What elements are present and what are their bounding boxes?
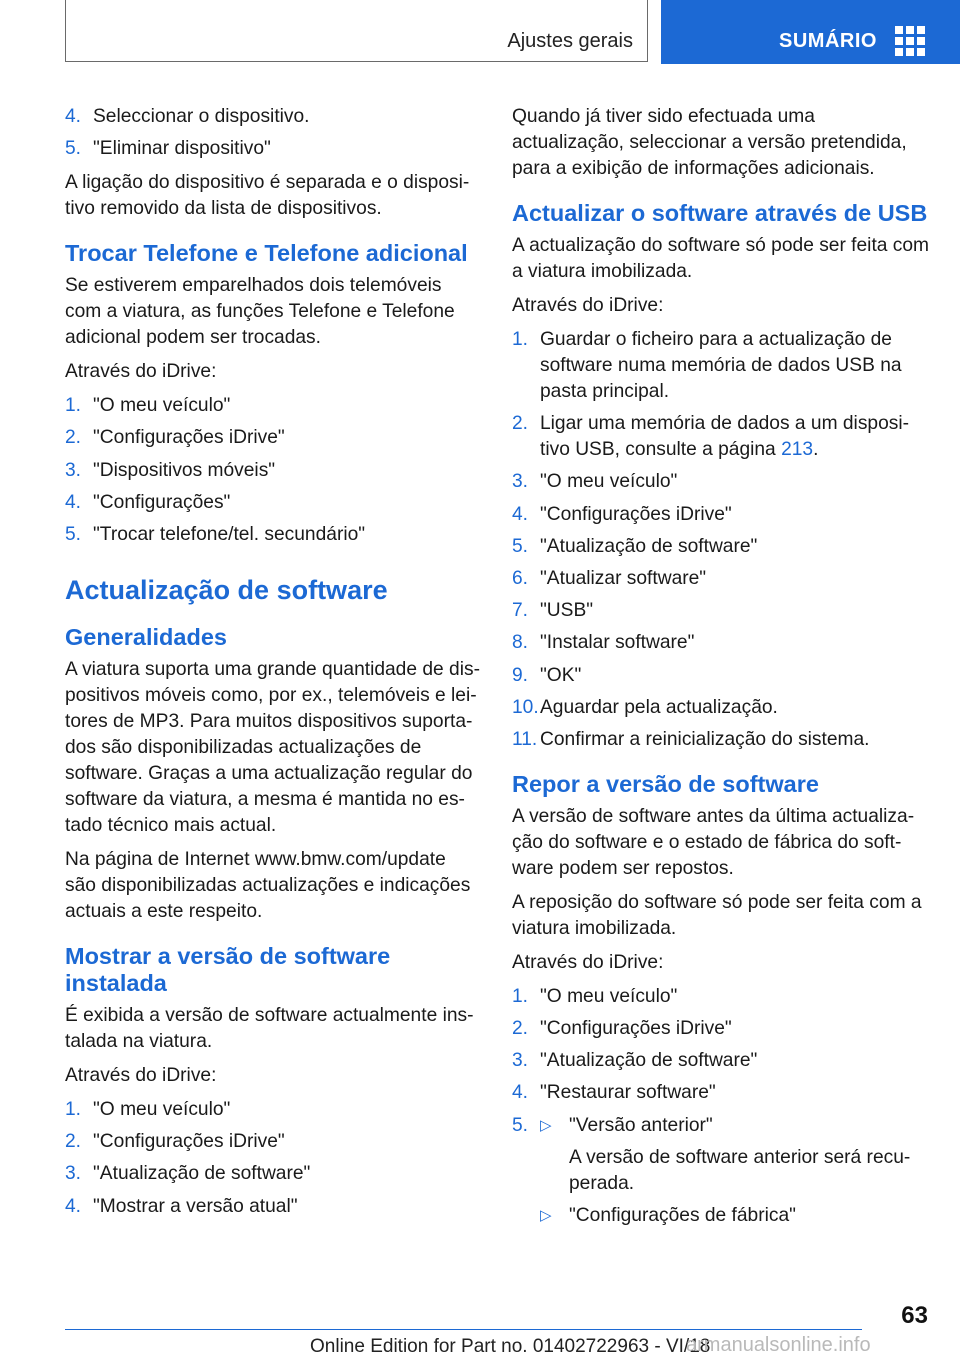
list-number: 4. bbox=[65, 1195, 82, 1217]
list-item bbox=[65, 458, 482, 484]
list-d bbox=[512, 327, 932, 753]
list-number: 5. bbox=[65, 523, 82, 545]
list-number: 1. bbox=[65, 1098, 82, 1120]
section-heading: Generalidades bbox=[65, 623, 227, 650]
list-item bbox=[512, 630, 932, 656]
contents-nav-button[interactable] bbox=[661, 0, 960, 64]
list-text: "USB" bbox=[540, 600, 594, 622]
paragraph: A reposição do software só pode ser feita com a viatura imobilizada. bbox=[512, 891, 922, 939]
page-number: 63 bbox=[901, 1302, 928, 1329]
list-number: 1. bbox=[512, 985, 529, 1007]
list-text: "Configurações iDrive" bbox=[93, 427, 285, 449]
contents-nav-label: SUMÁRIO bbox=[779, 30, 877, 52]
left-column bbox=[65, 104, 482, 1228]
sub-list-desc-text: A versão de software anterior será recuperada. bbox=[569, 1146, 911, 1194]
list-number: 3. bbox=[65, 1163, 82, 1185]
list-text: "O meu veículo" bbox=[93, 1098, 231, 1120]
sub-list-text: "Versão anterior" bbox=[569, 1114, 713, 1136]
list-item bbox=[512, 727, 932, 753]
list-e bbox=[512, 984, 932, 1235]
paragraph: Através do iDrive: bbox=[65, 361, 217, 383]
triangle-bullet-icon: ▷ bbox=[540, 1206, 552, 1224]
list-item bbox=[65, 1194, 482, 1220]
list-number: 3. bbox=[512, 1050, 529, 1072]
sub-list bbox=[540, 1113, 932, 1235]
paragraph: Através do iDrive: bbox=[65, 1064, 217, 1086]
grid-menu-icon bbox=[895, 26, 925, 56]
list-item bbox=[512, 1080, 932, 1106]
list-item bbox=[512, 695, 932, 721]
list-item bbox=[65, 522, 482, 548]
list-text: "O meu veículo" bbox=[540, 471, 678, 493]
list-number: 4. bbox=[65, 106, 82, 127]
list-text: "Eliminar dispositivo" bbox=[93, 138, 271, 160]
list-text bbox=[540, 411, 932, 463]
list-number: 4. bbox=[65, 491, 82, 513]
list-item bbox=[512, 984, 932, 1010]
list-number: 7. bbox=[512, 600, 529, 622]
paragraph: Quando já tiver sido efectuada uma actualização, seleccionar a versão pretendida, para a exibição de informações adicionais. bbox=[512, 106, 907, 179]
list-number: 4. bbox=[512, 503, 529, 525]
list-text: "Atualização de software" bbox=[540, 535, 758, 557]
list-a bbox=[65, 104, 482, 162]
list-number: 2. bbox=[65, 427, 82, 449]
list-item bbox=[512, 1016, 932, 1042]
list-text: "O meu veículo" bbox=[540, 985, 678, 1007]
list-text: Guardar o ficheiro para a actualização de software numa memória de dados USB na pasta principal. bbox=[540, 329, 902, 402]
paragraph: A ligação do dispositivo é separada e o dispositivo removido da lista de dispositivos. bbox=[65, 172, 470, 220]
list-text: "Mostrar a versão atual" bbox=[93, 1195, 298, 1217]
header-title-box bbox=[65, 0, 648, 62]
section-heading: Mostrar a versão de software instalada bbox=[65, 942, 391, 996]
list-number: 8. bbox=[512, 632, 529, 654]
chapter-heading: Actualização de software bbox=[65, 574, 388, 605]
list-item bbox=[512, 566, 932, 592]
list-text: "Instalar software" bbox=[540, 632, 695, 654]
footer-divider bbox=[65, 1329, 862, 1330]
list-number: 2. bbox=[512, 413, 529, 435]
list-text: "Dispositivos móveis" bbox=[93, 459, 276, 481]
section-heading: Actualizar o software através de USB bbox=[512, 200, 928, 226]
paragraph: Se estiverem emparelhados dois telemóveis com a viatura, as funções Telefone e Telefone adicional podem ser trocadas. bbox=[65, 275, 455, 349]
list-number: 1. bbox=[512, 329, 529, 350]
paragraph: Através do iDrive: bbox=[512, 295, 664, 316]
list-item bbox=[65, 1129, 482, 1155]
list-item bbox=[65, 1161, 482, 1187]
list-text: Confirmar a reinicialização do sistema. bbox=[540, 728, 870, 750]
sub-list-item bbox=[540, 1113, 932, 1139]
list-text-start: Ligar uma memória de dados a um dispositivo USB, consulte a página bbox=[540, 413, 910, 461]
list-item bbox=[65, 104, 482, 130]
list-number: 6. bbox=[512, 567, 529, 589]
list-number: 3. bbox=[65, 459, 82, 481]
list-number: 9. bbox=[512, 664, 529, 686]
triangle-bullet-icon: ▷ bbox=[540, 1116, 552, 1134]
list-item bbox=[512, 469, 932, 495]
list-number: 11. bbox=[512, 728, 538, 750]
list-item bbox=[512, 1113, 932, 1235]
list-text: "Atualizar software" bbox=[540, 567, 707, 589]
list-text: Aguardar pela actualização. bbox=[540, 696, 778, 718]
page-link-213[interactable]: 213 bbox=[781, 439, 814, 461]
list-text: "Trocar telefone/tel. secundário" bbox=[93, 523, 366, 545]
watermark: armanualsonline.info bbox=[686, 1334, 871, 1356]
list-item bbox=[512, 411, 932, 463]
list-number: 5. bbox=[512, 535, 529, 557]
list-item bbox=[65, 393, 482, 419]
sub-list-description bbox=[540, 1145, 932, 1197]
footer-edition: Online Edition for Part no. 01402722963 - VI/18 bbox=[310, 1336, 711, 1357]
list-item bbox=[512, 598, 932, 624]
list-item bbox=[512, 327, 932, 405]
list-number: 10. bbox=[512, 696, 539, 718]
list-item bbox=[512, 534, 932, 560]
sub-list-item bbox=[540, 1203, 932, 1229]
list-number: 2. bbox=[512, 1018, 529, 1040]
list-text: "Configurações" bbox=[93, 491, 231, 513]
list-text: "Configurações iDrive" bbox=[540, 503, 732, 525]
list-item bbox=[65, 1097, 482, 1123]
list-text: Seleccionar o dispositivo. bbox=[93, 106, 310, 127]
list-item bbox=[65, 425, 482, 451]
list-text: "Configurações iDrive" bbox=[93, 1131, 285, 1153]
paragraph: É exibida a versão de software actualmente instalada na viatura. bbox=[65, 1004, 474, 1052]
list-number: 2. bbox=[65, 1131, 82, 1153]
list-c bbox=[65, 1097, 482, 1220]
list-item bbox=[65, 490, 482, 516]
list-text: "Atualização de software" bbox=[93, 1163, 311, 1185]
list-text-end: . bbox=[813, 439, 819, 461]
paragraph: Através do iDrive: bbox=[512, 951, 664, 973]
section-heading: Repor a versão de software bbox=[512, 770, 819, 797]
paragraph: A versão de software antes da última actualização do software e o estado de fábrica do software podem ser repostos. bbox=[512, 805, 915, 879]
list-item bbox=[512, 1048, 932, 1074]
list-text: "O meu veículo" bbox=[93, 395, 231, 417]
section-heading: Trocar Telefone e Telefone adicional bbox=[65, 240, 468, 267]
list-item bbox=[65, 136, 482, 162]
list-number: 5. bbox=[65, 138, 82, 160]
right-column bbox=[512, 104, 932, 1243]
list-text: "Restaurar software" bbox=[540, 1082, 716, 1104]
list-text: "Configurações iDrive" bbox=[540, 1018, 732, 1040]
list-text: "Atualização de software" bbox=[540, 1050, 758, 1072]
list-text: "OK" bbox=[540, 664, 582, 686]
paragraph: Na página de Internet www.bmw.com/update são disponibilizadas actualizações e indicações actuais a este respeito. bbox=[65, 848, 471, 922]
sub-list-text: "Configurações de fábrica" bbox=[569, 1204, 796, 1226]
chapter-title: Ajustes gerais bbox=[507, 30, 633, 52]
list-number: 1. bbox=[65, 395, 82, 417]
list-b bbox=[65, 393, 482, 548]
list-item bbox=[512, 663, 932, 689]
list-item bbox=[512, 502, 932, 528]
list-number: 3. bbox=[512, 471, 529, 493]
list-number: 5. bbox=[512, 1114, 529, 1136]
paragraph: A viatura suporta uma grande quantidade de dispositivos móveis como, por ex., telemóveis e leitores de MP3. Para muitos dispositivos suportados são disponibilizadas actualizações de software. Graças a uma actualização regular do software da viatura, a mesma é mantida no estado técnico mais actual. bbox=[65, 658, 480, 836]
paragraph: A actualização do software só pode ser feita com a viatura imobilizada. bbox=[512, 235, 930, 282]
list-number: 4. bbox=[512, 1082, 529, 1104]
